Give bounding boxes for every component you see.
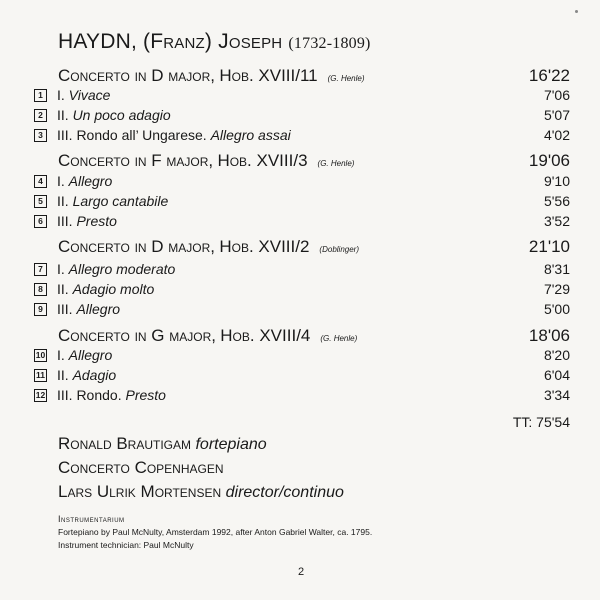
movement-title: II. Un poco adagio (57, 107, 171, 123)
movement-title: II. Largo cantabile (57, 193, 169, 209)
track-duration: 3'52 (543, 213, 570, 229)
track-duration: 6'04 (543, 367, 570, 383)
movement-title: I. Vivace (57, 87, 111, 103)
track-number-box: 2 (34, 109, 47, 122)
movement-title: I. Allegro moderato (57, 261, 176, 277)
composer-surname: HAYDN, (58, 30, 137, 53)
edition: (G. Henle) (317, 159, 355, 168)
instrument-technician: Instrument technician: Paul McNulty (58, 540, 194, 550)
concerto-1-heading (58, 66, 570, 86)
track-row[interactable] (34, 365, 570, 385)
edition: (Doblinger) (319, 245, 359, 254)
track-duration: 7'29 (543, 281, 570, 297)
track-row[interactable] (34, 191, 570, 211)
concerto-title: Concerto in D major, (58, 237, 216, 256)
performer-soloist: Ronald Brautigam fortepiano (58, 434, 267, 453)
instrumentarium (58, 513, 372, 552)
performer-ensemble: Concerto Copenhagen (58, 458, 224, 477)
concerto-4-heading (58, 326, 570, 346)
composer-given-names: (Franz) Joseph (143, 30, 283, 53)
concerto-3-heading (58, 237, 570, 257)
movement-title: III. Presto (57, 213, 117, 229)
track-duration: 5'00 (543, 301, 570, 317)
concerto-duration: 21'10 (528, 237, 570, 256)
movement-title: III. Rondo. Presto (57, 387, 166, 403)
track-duration: 4'02 (543, 127, 570, 143)
concerto-title: Concerto in D major, (58, 66, 216, 85)
concerto-duration: 16'22 (528, 66, 570, 85)
track-duration: 9'10 (543, 173, 570, 189)
track-row[interactable] (34, 171, 570, 191)
edition: (G. Henle) (320, 334, 358, 343)
instrumentarium-heading: Instrumentarium (58, 514, 125, 524)
track-row[interactable] (34, 259, 570, 279)
movement-title: III. Allegro (57, 301, 121, 317)
track-row[interactable] (34, 211, 570, 231)
composer-heading (58, 30, 371, 54)
hoboken-number: Hob. XVIII/4 (220, 326, 311, 345)
movement-title: III. Rondo all’ Ungarese. Allegro assai (57, 127, 291, 143)
track-row[interactable] (34, 345, 570, 365)
concerto-2-heading (58, 151, 570, 171)
track-duration: 3'34 (543, 387, 570, 403)
total-time: TT: 75'54 (512, 414, 570, 430)
movement-title: I. Allegro (57, 347, 113, 363)
track-number-box: 12 (35, 389, 46, 400)
track-number-box: 11 (36, 369, 45, 380)
concerto-duration: 19'06 (528, 151, 570, 170)
track-duration: 8'20 (543, 347, 570, 363)
performers-list (58, 432, 344, 504)
track-row[interactable] (34, 385, 570, 405)
composer-dates: (1732-1809) (288, 35, 371, 52)
track-number-box: 8 (34, 283, 47, 296)
track-number-box: 7 (34, 263, 47, 276)
track-number-box: 1 (34, 89, 47, 102)
concerto-title: Concerto in F major, (58, 151, 214, 170)
instrument-description: Fortepiano by Paul McNulty, Amsterdam 1992, after Anton Gabriel Walter, ca. 1795. (58, 527, 373, 537)
track-row[interactable] (34, 279, 570, 299)
concerto-duration: 18'06 (528, 326, 570, 345)
page-number: 2 (298, 566, 305, 578)
movement-title: II. Adagio (57, 367, 117, 383)
track-row[interactable] (34, 299, 570, 319)
track-number-box: 6 (34, 215, 47, 228)
track-row[interactable] (34, 125, 570, 145)
hoboken-number: Hob. XVIII/11 (219, 66, 318, 85)
track-number-box: 9 (34, 303, 47, 316)
track-duration: 5'56 (543, 193, 570, 209)
hoboken-number: Hob. XVIII/3 (217, 151, 308, 170)
movement-title: I. Allegro (57, 173, 113, 189)
track-duration: 8'31 (543, 261, 570, 277)
edition: (G. Henle) (327, 74, 365, 83)
movement-title: II. Adagio molto (57, 281, 155, 297)
track-duration: 7'06 (543, 87, 570, 103)
track-number-box: 4 (34, 175, 47, 188)
performer-director: Lars Ulrik Mortensen director/continuo (58, 482, 344, 501)
concerto-title: Concerto in G major, (58, 326, 216, 345)
track-number-box: 5 (34, 195, 47, 208)
track-number-box: 3 (34, 129, 47, 142)
track-row[interactable] (34, 105, 570, 125)
print-speck (575, 10, 578, 13)
hoboken-number: Hob. XVIII/2 (219, 237, 310, 256)
track-duration: 5'07 (543, 107, 570, 123)
track-row[interactable] (34, 85, 570, 105)
track-number-box: 10 (35, 349, 46, 360)
